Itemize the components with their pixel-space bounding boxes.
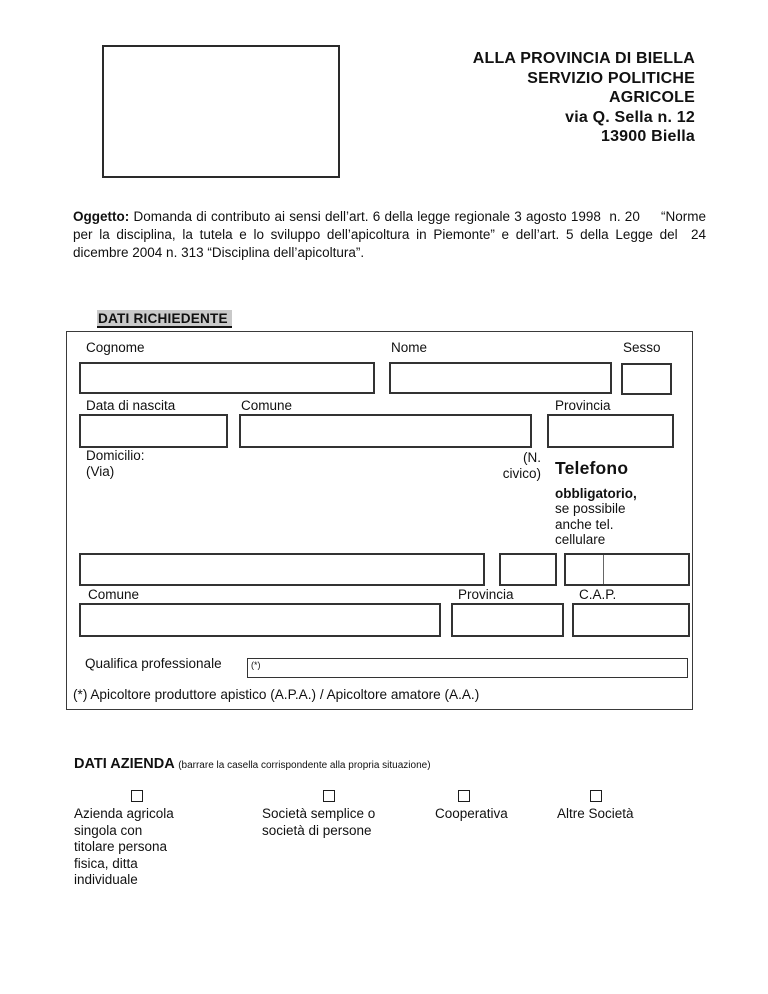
- provincia-label: Provincia: [458, 587, 514, 602]
- comune-nascita-label: Comune: [241, 398, 293, 413]
- cap-input[interactable]: [572, 603, 690, 637]
- data-nascita-input[interactable]: [79, 414, 228, 448]
- subject-text: Domanda di contributo ai sensi dell’art. 6 della legge regionale 3 agosto 1998 n. 20 “Norme per la disciplina, la tutela e lo sviluppo dell’apicoltura in Piemonte” e dell’art. 5 della Legge del 24 dicembre 2004 n. 313 “Disciplina dell’apicoltura”.: [73, 209, 710, 260]
- checkbox-cooperativa[interactable]: [458, 790, 470, 802]
- option-label-line: società di persone: [262, 822, 372, 838]
- telefono-title: Telefono: [555, 458, 629, 478]
- dati-azienda-title: DATI AZIENDA: [74, 756, 175, 772]
- comune-input[interactable]: [79, 603, 441, 637]
- option-label-societa-semplice: [262, 806, 397, 839]
- cap-label: C.A.P.: [579, 587, 617, 602]
- numero-civico-label-line: civico): [502, 466, 541, 481]
- dati-azienda-subtitle: (barrare la casella corrispondente alla propria situazione): [178, 760, 431, 771]
- recipient-line: SERVIZIO POLITICHE: [527, 69, 695, 87]
- domicilio-label-line: (Via): [86, 464, 115, 479]
- recipient-line: AGRICOLE: [608, 89, 695, 106]
- option-label-line: Cooperativa: [435, 806, 508, 821]
- option-label-azienda-singola: [74, 806, 199, 889]
- sesso-input[interactable]: [621, 363, 672, 395]
- section-title-dati-azienda: [74, 756, 431, 772]
- telefono-input[interactable]: [564, 553, 690, 586]
- qualifica-asterisk: (*): [251, 660, 261, 670]
- dati-richiedente-box: [66, 331, 693, 710]
- stamp-box: [102, 45, 340, 178]
- checkbox-azienda-singola[interactable]: [131, 790, 143, 802]
- data-nascita-label: Data di nascita: [86, 398, 176, 413]
- domicilio-label: [86, 448, 145, 480]
- checkbox-societa-semplice[interactable]: [323, 790, 335, 802]
- numero-civico-label: [469, 450, 541, 482]
- section-title-dati-richiedente: DATI RICHIEDENTE: [97, 310, 232, 328]
- option-label-line: Azienda agricola: [74, 806, 174, 821]
- option-label-line: individuale: [74, 872, 138, 887]
- option-label-line: Società semplice o: [262, 806, 376, 821]
- provincia-nascita-input[interactable]: [547, 414, 674, 448]
- option-label-line: titolare persona: [74, 839, 168, 854]
- recipient-line: via Q. Sella n. 12: [565, 108, 695, 126]
- option-label-line: singola con: [74, 822, 143, 838]
- numero-civico-input[interactable]: [499, 553, 557, 586]
- option-label-line: Altre Società: [557, 806, 634, 821]
- option-label-cooperativa: [435, 806, 508, 823]
- checkbox-altre-societa[interactable]: [590, 790, 602, 802]
- sesso-label: Sesso: [623, 340, 661, 355]
- recipient-address: [473, 49, 695, 147]
- qualifica-input[interactable]: [247, 658, 688, 678]
- telefono-note-line: se possibile: [555, 501, 626, 516]
- numero-civico-label-line: (N.: [523, 450, 541, 465]
- recipient-line: 13900 Biella: [600, 128, 695, 145]
- provincia-nascita-label: Provincia: [555, 398, 611, 413]
- qualifica-label: Qualifica professionale: [85, 656, 222, 671]
- telefono-obbligatorio: obbligatorio,: [555, 486, 637, 501]
- recipient-line: ALLA PROVINCIA DI BIELLA: [472, 50, 695, 67]
- telefono-note-line: cellulare: [555, 532, 606, 547]
- subject-paragraph: [73, 208, 710, 262]
- option-label-altre-societa: [557, 806, 634, 823]
- qualifica-footnote: (*) Apicoltore produttore apistico (A.P.A.) / Apicoltore amatore (A.A.): [73, 687, 480, 702]
- cognome-label: Cognome: [86, 340, 145, 355]
- option-label-line: fisica, ditta: [74, 855, 138, 871]
- telefono-note-line: anche tel.: [555, 516, 614, 532]
- telefono-note: [555, 458, 637, 548]
- subject-label: Oggetto:: [73, 209, 130, 224]
- cognome-input[interactable]: [79, 362, 375, 394]
- comune-label: Comune: [88, 587, 140, 602]
- nome-label: Nome: [391, 340, 428, 355]
- telefono-input-divider: [603, 555, 604, 584]
- provincia-input[interactable]: [451, 603, 564, 637]
- domicilio-label-line: Domicilio:: [86, 448, 145, 463]
- comune-nascita-input[interactable]: [239, 414, 532, 448]
- via-input[interactable]: [79, 553, 485, 586]
- nome-input[interactable]: [389, 362, 612, 394]
